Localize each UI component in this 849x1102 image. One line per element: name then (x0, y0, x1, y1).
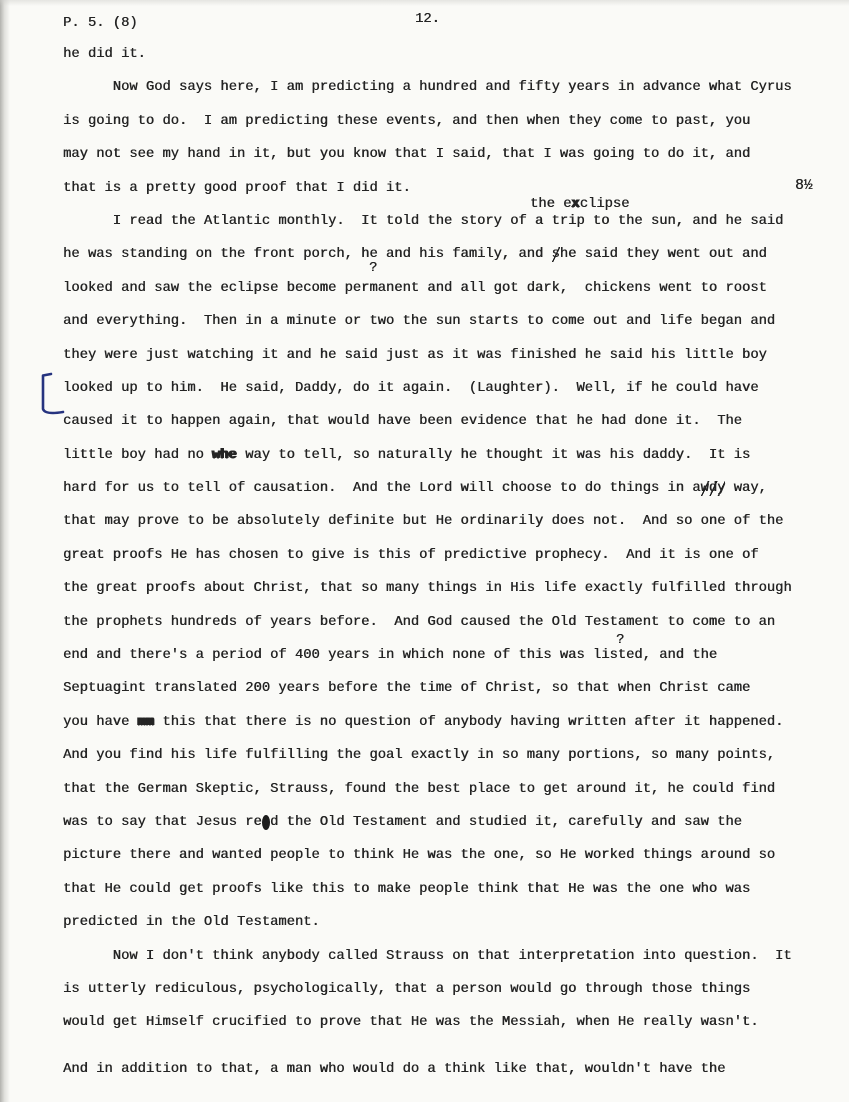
text-segment: way, (725, 481, 767, 497)
text-segment: the great proofs about Christ, that so many things in His life exactly fulfilled through (63, 581, 792, 597)
text-segment: little boy had no (63, 447, 213, 463)
text-segment: that may prove to be absolutely definite but He ordinarily does not. And so one of the (63, 514, 784, 530)
text-line (63, 480, 823, 513)
overstrike-segment: x (571, 197, 580, 212)
text-segment: that is a pretty good proof that I did it. (63, 180, 411, 196)
text-segment: looked up to him. He said, Daddy, do it again. (Laughter). Well, if he could have (63, 380, 759, 396)
text-line (63, 513, 823, 546)
text-segment: is utterly rediculous, psychologically, that a person would go through those things (63, 981, 751, 997)
text-line (63, 714, 823, 747)
question-mark-annotation-2: ? (616, 633, 625, 648)
text-segment: he did it. (63, 47, 146, 62)
text-line (63, 347, 823, 380)
text-line (63, 380, 823, 413)
overstrike-segment: wdy (700, 481, 726, 497)
overstrike-segment: mm (137, 714, 155, 730)
text-line (63, 447, 823, 480)
text-segment: great proofs He has chosen to give is this of predictive prophecy. And it is one of (63, 547, 759, 563)
text-segment: I read the Atlantic monthly. It told the story of a trip to the sun, and he said (63, 213, 784, 229)
text-line (63, 313, 823, 346)
text-segment: was to say that Jesus re (63, 814, 262, 830)
text-segment: that He could get proofs like this to make people think that He was the one who was (63, 881, 751, 897)
text-line (63, 1014, 823, 1047)
overstrike-segment: s (551, 247, 560, 263)
scan-edge-shadow (0, 0, 10, 1102)
text-segment: is going to do. I am predicting these events, and then when they come to past, you (63, 113, 751, 129)
text-line (63, 413, 823, 446)
text-segment: way to tell, so naturally he thought it was his daddy. It is (236, 447, 751, 463)
question-mark-annotation-1: ? (369, 261, 378, 276)
text-segment: And in addition to that, a man who would do a think like that, wouldn't have the (63, 1061, 726, 1077)
text-line (63, 647, 823, 680)
document-lines (63, 46, 823, 1094)
margin-note-eight-half: 8½ (795, 178, 813, 194)
text-segment: looked and saw the eclipse become permanent and all got dark, chickens went to roost (63, 280, 767, 296)
text-segment: he was standing on the front porch, he and his family, and (63, 247, 552, 263)
text-line (63, 547, 823, 580)
overstrike-segment: whe (212, 447, 237, 463)
text-segment: end and there's a period of 400 years in which none of this was listed, and the (63, 648, 718, 664)
text-segment: picture there and wanted people to think He was the one, so He worked things around so (63, 848, 776, 864)
text-line (63, 614, 823, 647)
text-segment: this that there is no question of anybody having written after it happened. (154, 714, 784, 730)
text-line (63, 914, 823, 947)
text-line (63, 213, 823, 246)
text-segment: would get Himself crucified to prove that He was the Messiah, when He really wasn't. (63, 1015, 759, 1031)
text-line (63, 881, 823, 914)
text-line (63, 981, 823, 1014)
text-line (63, 280, 823, 313)
text-segment: and everything. Then in a minute or two the sun starts to come out and life began and (63, 314, 776, 330)
text-segment: he said they went out and (559, 247, 767, 263)
text-line (63, 747, 823, 780)
text-line (63, 246, 823, 279)
text-line (63, 781, 823, 814)
text-segment: clipse (579, 197, 630, 212)
text-segment: d the Old Testament and studied it, carefully and saw the (270, 814, 742, 830)
scan-top-shadow (0, 0, 849, 6)
text-line (63, 680, 823, 713)
text-segment: may not see my hand in it, but you know that I said, that I was going to do it, and (63, 147, 751, 163)
text-segment: Septuagint translated 200 years before the time of Christ, so that when Christ came (63, 681, 751, 697)
text-segment: And you find his life fulfilling the goal exactly in so many portions, so many points, (63, 748, 776, 764)
text-segment: predicted in the Old Testament. (63, 915, 320, 931)
text-segment: the prophets hundreds of years before. And God caused the Old Testament to come to an (63, 614, 776, 630)
text-line (63, 146, 823, 179)
text-line (63, 79, 823, 112)
text-line (63, 113, 823, 146)
text-segment: caused it to happen again, that would have been evidence that he had done it. The (63, 414, 742, 430)
text-segment: you have (63, 714, 138, 730)
text-line (63, 814, 823, 847)
text-segment: hard for us to tell of causation. And the Lord will choose to do things in a (63, 481, 701, 497)
text-segment: the e (530, 197, 572, 212)
text-line (63, 948, 823, 981)
overstrike-segment: a (261, 814, 270, 830)
text-line (63, 180, 823, 213)
text-line (63, 847, 823, 880)
text-segment: that the German Skeptic, Strauss, found the best place to get around it, he could find (63, 781, 776, 797)
text-line (63, 580, 823, 613)
text-segment: Now I don't think anybody called Strauss on that interpretation into question. It (63, 948, 792, 964)
header-left-label: P. 5. (8) (63, 16, 138, 31)
text-segment: Now God says here, I am predicting a hundred and fifty years in advance what Cyrus (63, 80, 792, 96)
text-line (63, 1061, 823, 1094)
text-line (63, 46, 823, 79)
text-segment: they were just watching it and he said just as it was finished he said his little boy (63, 347, 767, 363)
page-number: 12. (415, 12, 440, 27)
